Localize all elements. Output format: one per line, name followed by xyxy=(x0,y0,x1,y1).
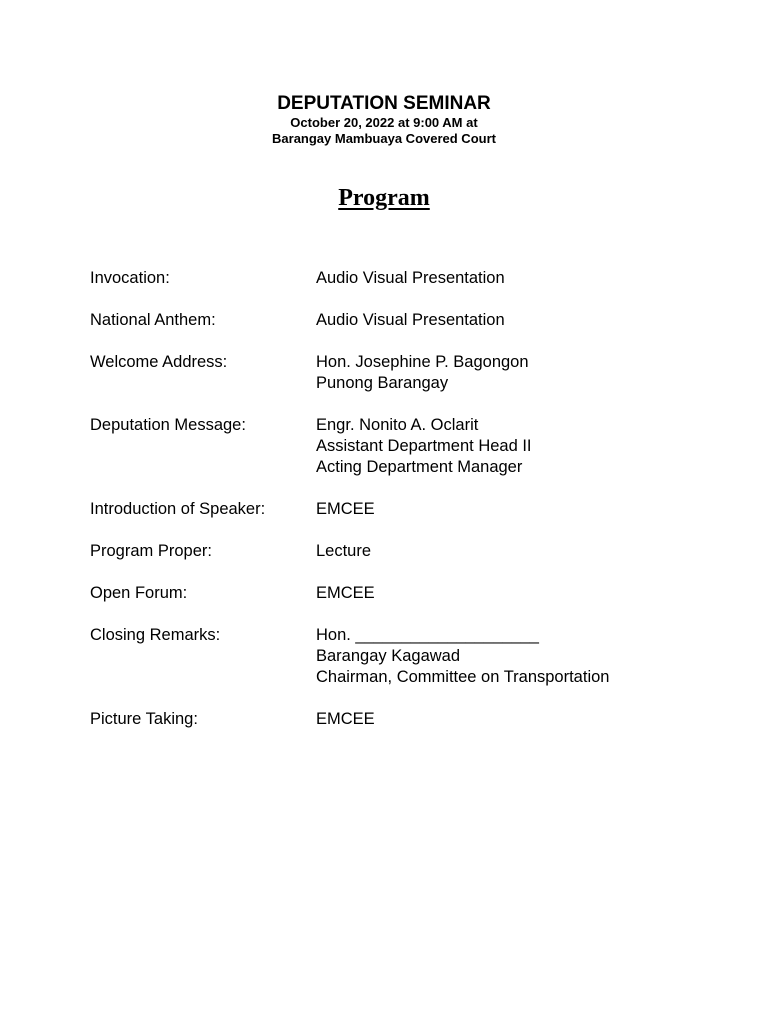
program-item-value xyxy=(316,625,710,688)
event-venue-line: Barangay Mambuaya Covered Court xyxy=(272,131,496,146)
program-heading-text: Program xyxy=(338,185,430,211)
program-item-value xyxy=(316,583,710,604)
program-item-value-line: Audio Visual Presentation xyxy=(316,269,505,287)
program-item-label: Deputation Message: xyxy=(90,416,246,434)
program-item-value-line: EMCEE xyxy=(316,584,375,602)
program-item-value-line: Assistant Department Head II xyxy=(316,437,532,455)
program-item xyxy=(90,625,710,688)
program-item-value xyxy=(316,310,710,331)
program-item-label: Picture Taking: xyxy=(90,710,198,728)
program-item-value-line: Hon. ____________________ xyxy=(316,626,539,644)
program-item-value xyxy=(316,541,710,562)
program-item-value-line: EMCEE xyxy=(316,710,375,728)
program-item xyxy=(90,352,710,394)
program-item-label: Open Forum: xyxy=(90,584,188,602)
program-item-value-line: Engr. Nonito A. Oclarit xyxy=(316,416,479,434)
seminar-title: DEPUTATION SEMINAR xyxy=(277,93,491,114)
program-item-value-line: Acting Department Manager xyxy=(316,458,523,476)
program-item xyxy=(90,709,710,730)
program-item-label: Closing Remarks: xyxy=(90,626,221,644)
program-item-label: Invocation: xyxy=(90,269,170,287)
program-item xyxy=(90,499,710,520)
program-item-value xyxy=(316,268,710,289)
program-item xyxy=(90,310,710,331)
program-item-value-line: Hon. Josephine P. Bagongon xyxy=(316,353,529,371)
program-item-value xyxy=(316,499,710,520)
document-header xyxy=(0,93,768,147)
program-item xyxy=(90,583,710,604)
program-item-value-line: Chairman, Committee on Transportation xyxy=(316,668,610,686)
program-item-value xyxy=(316,709,710,730)
program-item-value-line: EMCEE xyxy=(316,500,375,518)
program-item-value-line: Punong Barangay xyxy=(316,374,449,392)
program-item-value-line: Audio Visual Presentation xyxy=(316,311,505,329)
program-item-value-line: Barangay Kagawad xyxy=(316,647,461,665)
program-item-value-line: Lecture xyxy=(316,542,372,560)
program-item-value xyxy=(316,352,710,394)
program-item xyxy=(90,415,710,478)
program-heading xyxy=(0,184,768,212)
program-item-value xyxy=(316,415,710,478)
program-item-label: Welcome Address: xyxy=(90,353,228,371)
program-item xyxy=(90,268,710,289)
program-item-label: National Anthem: xyxy=(90,311,216,329)
program-item-label: Introduction of Speaker: xyxy=(90,500,266,518)
program-list xyxy=(90,268,710,751)
program-item xyxy=(90,541,710,562)
program-item-label: Program Proper: xyxy=(90,542,212,560)
event-date-line: October 20, 2022 at 9:00 AM at xyxy=(290,115,478,130)
